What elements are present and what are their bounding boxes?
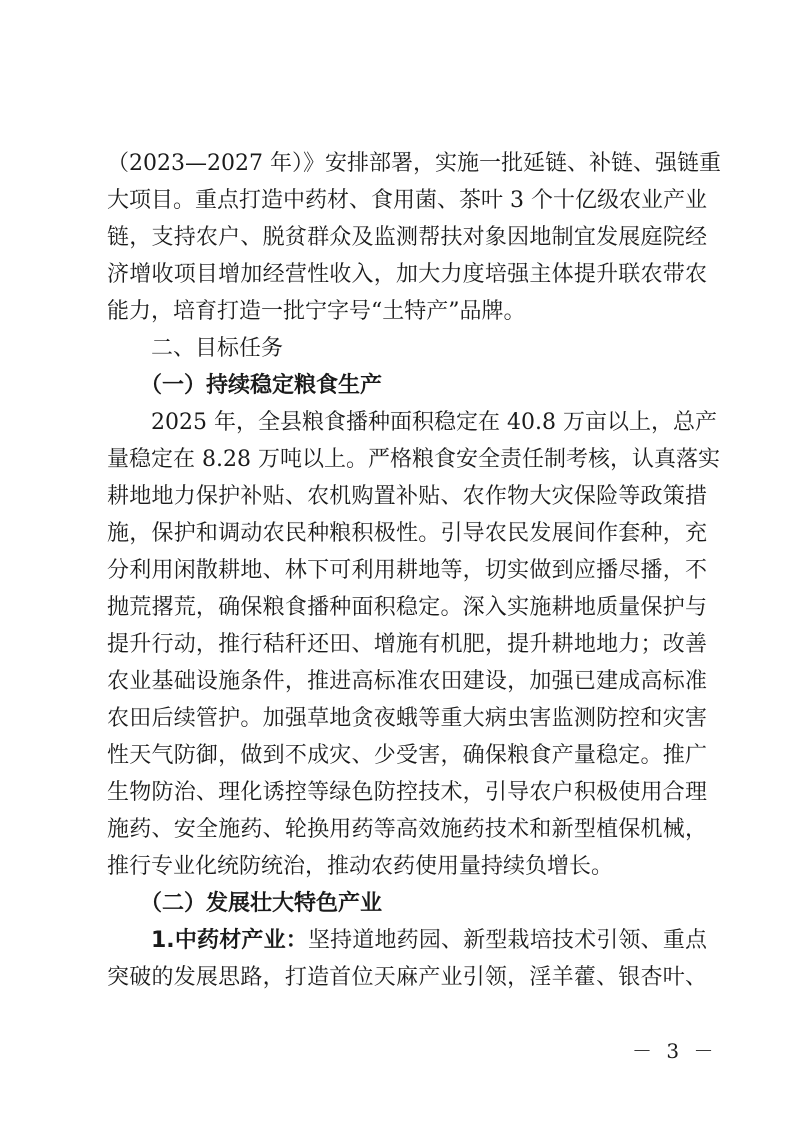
item-1-text: 坚持道地药园、新型栽培技术引领、重点	[307, 928, 707, 953]
intro-line-1: （2023—2027 年）》安排部署，实施一批延链、补链、强链重	[107, 151, 721, 176]
grain-line-12: 施药、安全施药、轮换用药等高效施药技术和新型植保机械，	[107, 817, 707, 842]
grain-line-7: 提升行动，推行秸秆还田、增施有机肥，提升耕地地力；改善	[107, 632, 707, 657]
item-1-line-2: 突破的发展思路，打造首位天麻产业引领，淫羊藿、银杏叶、	[107, 965, 707, 990]
item-1-label: 1.中药材产业：	[151, 928, 308, 953]
grain-line-9: 农田后续管护。加强草地贪夜蛾等重大病虫害监测防控和灾害	[107, 706, 707, 731]
intro-line-5: 能力，培育打造一批宁字号“土特产”品牌。	[107, 299, 526, 324]
grain-line-13: 推行专业化统防统治，推动农药使用量持续负增长。	[107, 854, 614, 879]
intro-line-4: 济增收项目增加经营性收入，加大力度培强主体提升联农带农	[107, 262, 707, 287]
subsection-heading-grain: （一）持续稳定粮食生产	[140, 373, 383, 398]
grain-line-5: 分利用闲散耕地、林下可利用耕地等，切实做到应播尽播，不	[107, 558, 707, 583]
grain-line-3: 耕地地力保护补贴、农机购置补贴、农作物大灾保险等政策措	[107, 484, 707, 509]
intro-line-2: 大项目。重点打造中药材、食用菌、茶叶 3 个十亿级农业产业	[107, 188, 707, 213]
grain-line-1: 2025 年，全县粮食播种面积稳定在 40.8 万亩以上，总产	[151, 410, 717, 435]
grain-line-11: 生物防治、理化诱控等绿色防控技术，引导农户积极使用合理	[107, 780, 707, 805]
grain-line-10: 性天气防御，做到不成灾、少受害，确保粮食产量稳定。推广	[107, 743, 707, 768]
grain-line-8: 农业基础设施条件，推进高标准农田建设，加强已建成高标准	[107, 669, 707, 694]
grain-line-2: 量稳定在 8.28 万吨以上。严格粮食安全责任制考核，认真落实	[107, 447, 720, 472]
subsection-heading-industry: （二）发展壮大特色产业	[140, 891, 383, 916]
page-number: － 3 －	[632, 1039, 718, 1063]
item-1-line-1	[151, 926, 707, 956]
section-heading: 二、目标任务	[151, 336, 284, 361]
grain-line-6: 抛荒撂荒，确保粮食播种面积稳定。深入实施耕地质量保护与	[107, 595, 707, 620]
grain-line-4: 施，保护和调动农民种粮积极性。引导农民发展间作套种，充	[107, 521, 707, 546]
intro-line-3: 链，支持农户、脱贫群众及监测帮扶对象因地制宜发展庭院经	[107, 225, 707, 250]
